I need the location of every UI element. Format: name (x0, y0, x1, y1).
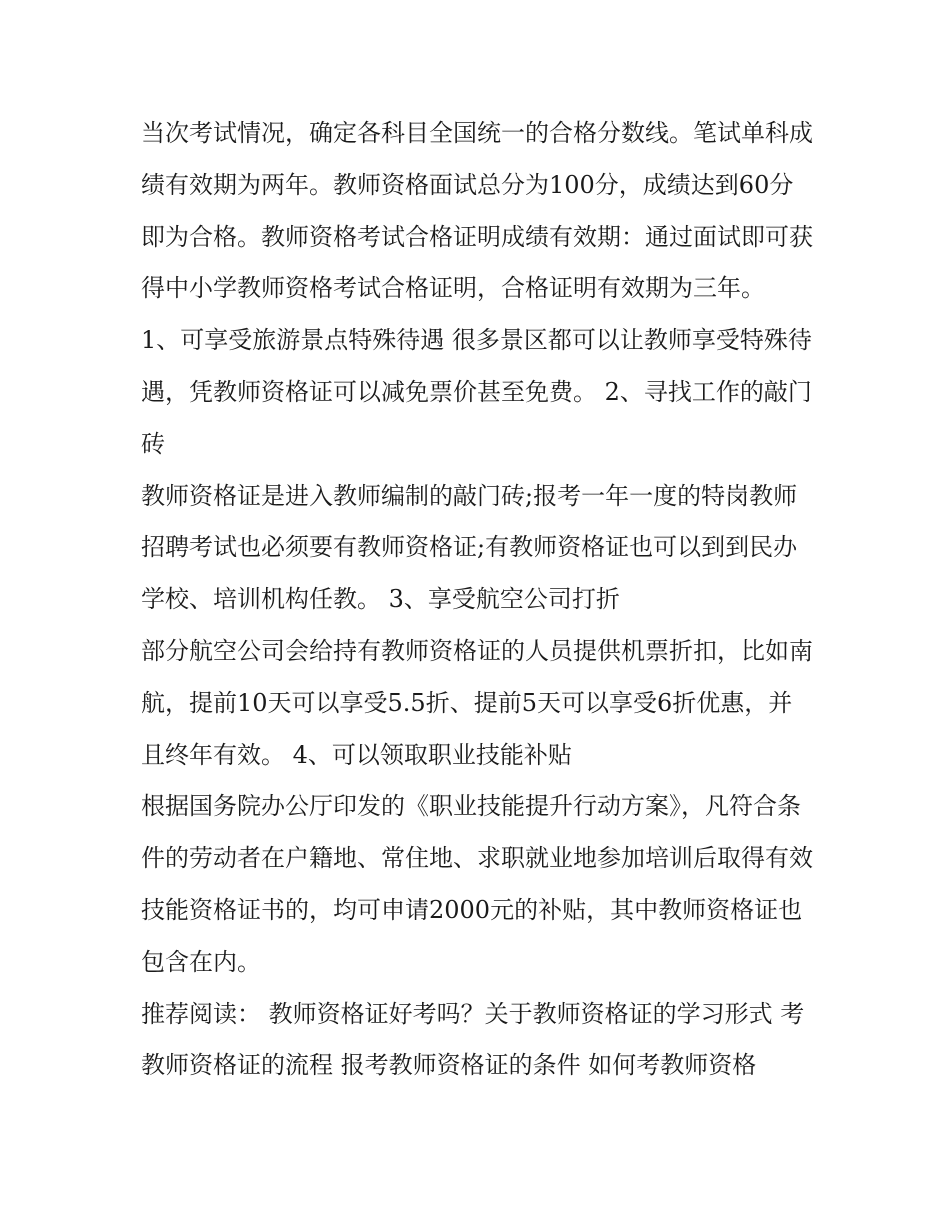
paragraph-benefit-travel: 1、可享受旅游景点特殊待遇 很多景区都可以让教师享受特殊待遇，凭教师资格证可以减免票价甚至免费。 2、寻找工作的敲门砖 (141, 326, 812, 458)
paragraph-benefit-airline: 部分航空公司会给持有教师资格证的人员提供机票折扣，比如南航，提前10天可以享受5.5折、提前5天可以享受6折优惠，并且终年有效。 4、可以领取职业技能补贴 (141, 636, 813, 769)
paragraph-benefit-subsidy: 根据国务院办公厅印发的《职业技能提升行动方案》，凡符合条件的劳动者在户籍地、常住地、求职就业地参加培训后取得有效技能资格证书的，均可申请2000元的补贴，其中教师资格证也包含在内。 (141, 792, 813, 976)
paragraph-exam-validity: 当次考试情况，确定各科目全国统一的合格分数线。笔试单科成绩有效期为两年。教师资格面试总分为100分，成绩达到60分即为合格。教师资格考试合格证明成绩有效期：通过面试即可获得中小学教师资格考试合格证明，合格证明有效期为三年。 (141, 119, 813, 303)
document-body (141, 108, 816, 1092)
paragraph-recommended-reading: 推荐阅读： 教师资格证好考吗？关于教师资格证的学习形式 考教师资格证的流程 报考教师资格证的条件 如何考教师资格 (141, 999, 805, 1080)
paragraph-benefit-employment: 教师资格证是进入教师编制的敲门砖;报考一年一度的特岗教师招聘考试也必须要有教师资格证;有教师资格证也可以到到民办学校、培训机构任教。 3、享受航空公司打折 (141, 481, 798, 614)
